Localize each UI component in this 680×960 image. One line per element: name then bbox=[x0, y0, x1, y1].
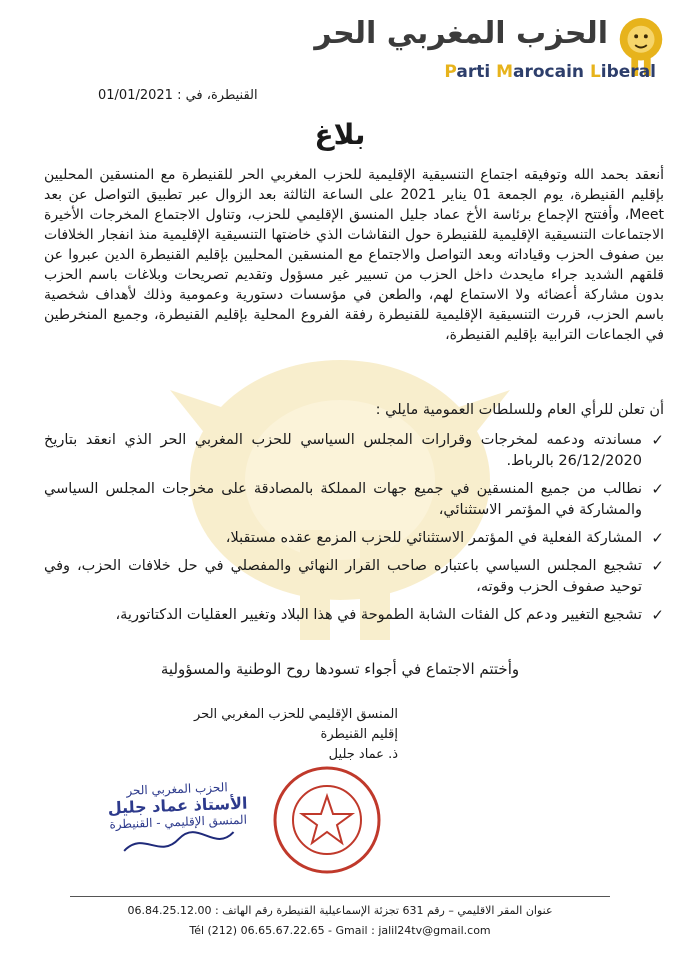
list-item: ✓ المشاركة الفعلية في المؤتمر الاستثنائي للحزب المزمع عقده مستقبلا، bbox=[225, 529, 664, 547]
rectangular-stamp: الحزب المغربي الحر الأستاذ عماد جليل المنسق الإقليمي - القنيطرة bbox=[97, 779, 259, 855]
party-logo bbox=[314, 14, 670, 84]
check-icon: ✓ bbox=[651, 529, 664, 547]
list-item: ✓ تشجيع المجلس السياسي باعتباره صاحب القرار النهائي والمفصلي في حل خلافات الحزب، وفي توحيد صفوف الحزب وقوته، bbox=[44, 557, 664, 595]
signature-name: ذ. عماد جليل bbox=[328, 747, 398, 762]
footer-contact: Tél (212) 06.65.67.22.65 - Gmail : jalil24tv@gmail.com bbox=[189, 924, 491, 937]
document-title: بلاغ bbox=[314, 118, 366, 151]
round-seal-icon bbox=[262, 760, 392, 880]
check-icon: ✓ bbox=[651, 480, 664, 498]
footer-divider bbox=[70, 896, 610, 897]
handwritten-signature bbox=[118, 827, 239, 861]
body-paragraph: أنعقد بحمد الله وتوفيقه اجتماع التنسيقية الإقليمية للحزب المغربي الحر للقنيطرة مع المنسقين المحليين بإقليم القنيطرة، يوم الجمعة 01 يناير 2021 على الساعة الثالثة بعد الزوال عبر تطبيق التواصل عن بعد Meet، وأفتتح الإجماع برئاسة الأخ عماد جليل المنسق الإقليمي للحزب، وتناول الاجتماع المخرجات الأخيرة الاجتماعات التنسيقية الإقليمية للقنيطرة حول النقاشات الذي خاضتها التنسيقية الإقليمية منذ انفجار الخلافات بين صفوف الحزب وقياداته وبعد التواصل والاجتماع مع المنسقين المحليين بإقليم القنيطرة الدين عبروا عن قلقهم الشديد جراء مايحدث داخل الحزب من تسيير غير مسؤول وتقديم تصريحات وبلاغات باسم الحزب بدون مشاركة أعضائه ولا الاستماع لهم، والطعن في مؤسسات دستورية وعمومية وذلك لأهداف شخصية باسم الحزب، قررت التنسيقية الإقليمية للقنيطرة رفقة الفروع المحلية بإقليم القنيطرة، وجميع المنخرطين في الجماعات الترابية بإقليم القنيطرة، bbox=[44, 167, 664, 343]
announcement: أن تعلن للرأي العام وللسلطات العمومية مايلي : bbox=[375, 402, 664, 418]
closing-sentence: وأختتم الاجتماع في أجواء تسودها روح الوطنية والمسؤولية bbox=[160, 660, 520, 678]
points-list bbox=[44, 430, 664, 633]
list-item: ✓ تشجيع التغيير ودعم كل الفئات الشابة الطموحة في هذا البلاد وتغيير العقليات الدكتاتورية، bbox=[115, 606, 664, 624]
list-item: ✓ نطالب من جميع المنسقين في جميع جهات المملكة بالمصادقة على مخرجات المجلس السياسي والمشاركة في المؤتمر الاستثنائي، bbox=[44, 480, 664, 518]
check-icon: ✓ bbox=[651, 557, 664, 575]
check-icon: ✓ bbox=[651, 431, 664, 449]
list-item: ✓ مساندته ودعمه لمخرجات وقرارات المجلس السياسي للحزب المغربي الحر الذي انعقد بتاريخ 26/12/2020 بالرباط. bbox=[44, 431, 664, 469]
footer-address: عنوان المقر الاقليمي – رقم 631 تجزئة الإسماعيلية القنيطرة رقم الهاتف : 06.84.25.12.00 bbox=[127, 904, 553, 917]
signature-region: إقليم القنيطرة bbox=[320, 727, 398, 742]
party-name-french: Parti Marocain Liberal bbox=[444, 62, 656, 82]
check-icon: ✓ bbox=[651, 606, 664, 624]
signature-block bbox=[148, 705, 398, 765]
party-name-arabic: الحزب المغربي الحر bbox=[314, 16, 608, 51]
signature-title: المنسق الإقليمي للحزب المغربي الحر bbox=[194, 707, 398, 722]
dateline: القنيطرة، في : 01/01/2021 bbox=[98, 88, 258, 103]
